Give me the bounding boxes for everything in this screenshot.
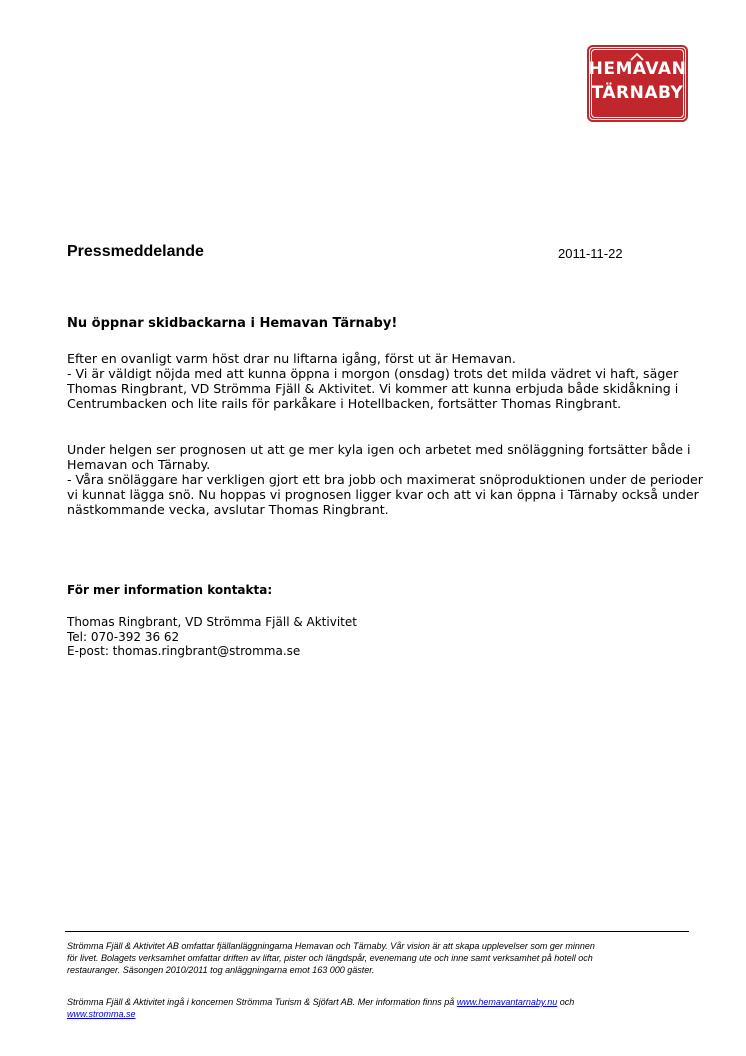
footer-more-info-text: Strömma Fjäll & Aktivitet ingå i koncernen Strömma Turism & Sjöfart AB. Mer information finns på (67, 997, 457, 1007)
contact-heading: För mer information kontakta: (67, 583, 273, 597)
page-title: Pressmeddelande (67, 243, 204, 260)
paragraph-line: Thomas Ringbrant, VD Strömma Fjäll & Aktivitet. Vi kommer att kunna erbjuda både skidåkning i (67, 381, 679, 396)
paragraph-line: Under helgen ser prognosen ut att ge mer kyla igen och arbetet med snöläggning fortsätter både i (67, 442, 691, 457)
paragraph-2 (67, 442, 703, 517)
contact-block (67, 615, 357, 659)
hemavan-tarnaby-logo (587, 45, 688, 122)
paragraph-line: vi kunnat lägga snö. Nu hoppas vi prognosen ligger kvar och att vi kan öppna i Tärnaby också under (67, 487, 699, 502)
footer-more-info (67, 996, 687, 1020)
footer-divider (65, 931, 689, 932)
footer-conjunction: och (557, 997, 575, 1007)
hemavantarnaby-link[interactable]: www.hemavantarnaby.nu (456, 997, 558, 1007)
paragraph-line: Efter en ovanligt varm höst drar nu liftarna igång, först ut är Hemavan. (67, 351, 516, 366)
logo-text-hemavan: HEMAVAN (588, 59, 687, 79)
footer-line: för livet. Bolagets verksamhet omfattar driften av liftar, pister och längdspår, evenemang ute och inne samt verksamhet på hotell och (67, 953, 593, 963)
contact-name: Thomas Ringbrant, VD Strömma Fjäll & Aktivitet (67, 615, 357, 629)
contact-phone: Tel: 070-392 36 62 (67, 629, 180, 644)
paragraph-1 (67, 351, 697, 411)
footer-line: restauranger. Säsongen 2010/2011 tog anläggningarna emot 163 000 gäster. (67, 965, 375, 975)
paragraph-line: - Våra snöläggare har verkligen gjort ett bra jobb och maximerat snöproduktionen under de perioder (67, 472, 703, 487)
footer-about (67, 940, 687, 976)
paragraph-line: Hemavan och Tärnaby. (67, 457, 211, 472)
contact-email: E-post: thomas.ringbrant@stromma.se (67, 644, 301, 658)
stromma-link[interactable]: www.stromma.se (67, 1009, 136, 1019)
paragraph-line: Centrumbacken och lite rails för parkåkare i Hotellbacken, fortsätter Thomas Ringbrant. (67, 396, 622, 411)
article-title: Nu öppnar skidbackarna i Hemavan Tärnaby! (67, 316, 398, 331)
logo-text-tarnaby: TÄRNABY (591, 83, 684, 103)
release-date: 2011-11-22 (558, 246, 623, 261)
paragraph-line: - Vi är väldigt nöjda med att kunna öppna i morgon (onsdag) trots det milda vädret vi haft, säger (67, 366, 679, 381)
paragraph-line: nästkommande vecka, avslutar Thomas Ringbrant. (67, 502, 389, 517)
footer-line: Strömma Fjäll & Aktivitet AB omfattar fjällanläggningarna Hemavan och Tärnaby. Vår vision är att skapa upplevelser som ger minnen (67, 941, 595, 951)
